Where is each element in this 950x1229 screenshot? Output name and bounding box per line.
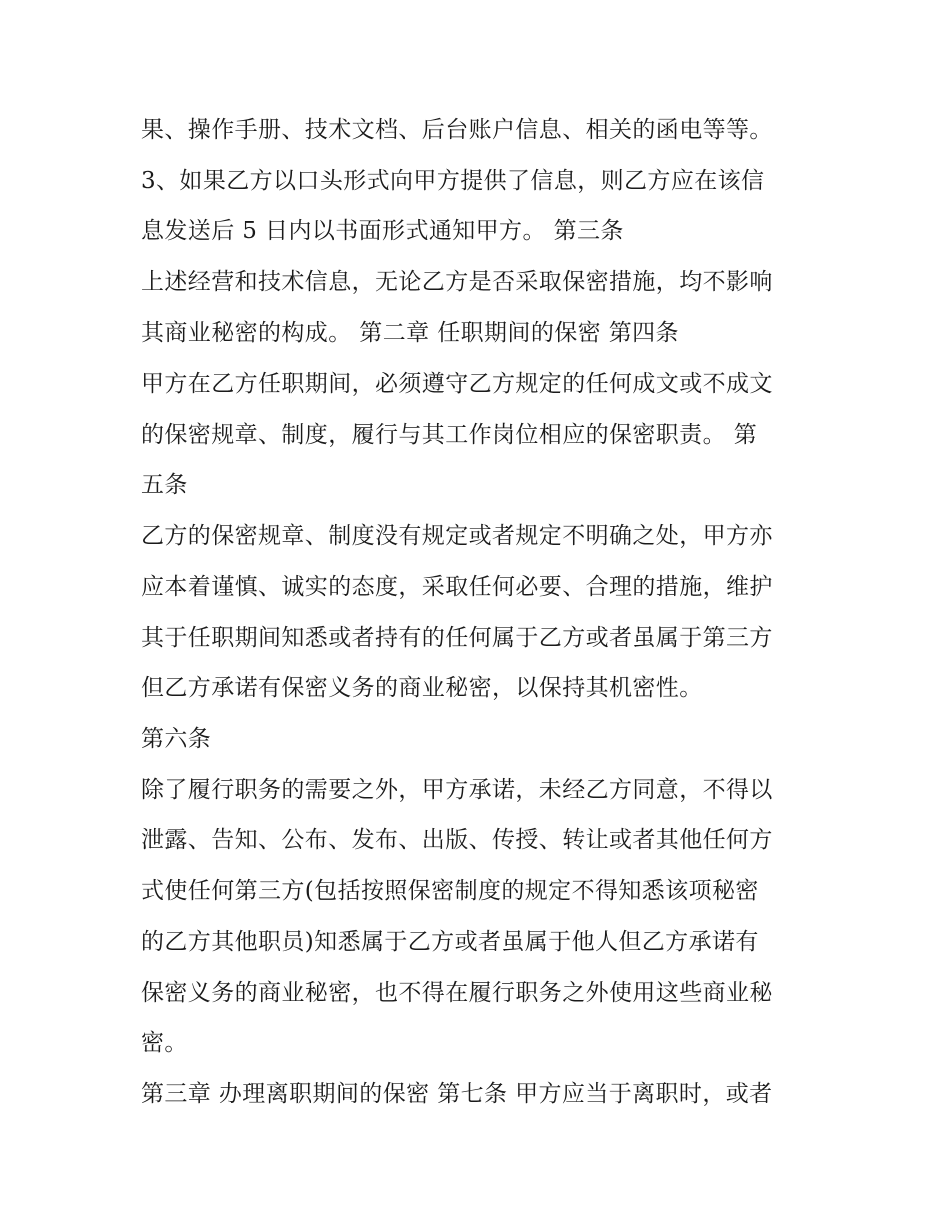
text-line: 息发送后 5 日内以书面形式通知甲方。 第三条 — [141, 218, 624, 244]
text-line: 的乙方其他职员)知悉属于乙方或者虽属于他人但乙方承诺有 — [141, 929, 759, 955]
text-line: 五条 — [141, 472, 188, 498]
text-line: 但乙方承诺有保密义务的商业秘密，以保持其机密性。 — [141, 675, 703, 701]
text-line: 第三章 办理离职期间的保密 第七条 甲方应当于离职时，或者 — [141, 1081, 773, 1107]
text-line: 保密义务的商业秘密，也不得在履行职务之外使用这些商业秘 — [141, 980, 773, 1006]
text-line: 上述经营和技术信息，无论乙方是否采取保密措施，均不影响 — [141, 269, 773, 295]
text-line: 果、操作手册、技术文档、后台账户信息、相关的函电等等。 — [141, 117, 773, 143]
text-line: 第六条 — [141, 726, 212, 752]
text-line: 的保密规章、制度，履行与其工作岗位相应的保密职责。 第 — [141, 422, 758, 448]
text-line: 应本着谨慎、诚实的态度，采取任何必要、合理的措施，维护 — [141, 574, 773, 600]
text-line: 甲方在乙方任职期间，必须遵守乙方规定的任何成文或不成文 — [141, 371, 773, 397]
text-line: 泄露、告知、公布、发布、出版、传授、转让或者其他任何方 — [141, 827, 773, 853]
text-line: 其商业秘密的构成。 第二章 任职期间的保密 第四条 — [141, 320, 679, 346]
text-line: 乙方的保密规章、制度没有规定或者规定不明确之处，甲方亦 — [141, 523, 773, 549]
text-line: 3、如果乙方以口头形式向甲方提供了信息，则乙方应在该信 — [141, 168, 765, 194]
text-line: 除了履行职务的需要之外，甲方承诺，未经乙方同意，不得以 — [141, 777, 773, 803]
text-line: 式使任何第三方(包括按照保密制度的规定不得知悉该项秘密 — [141, 878, 759, 904]
text-line: 其于任职期间知悉或者持有的任何属于乙方或者虽属于第三方 — [141, 625, 773, 651]
text-line: 密。 — [141, 1030, 188, 1056]
